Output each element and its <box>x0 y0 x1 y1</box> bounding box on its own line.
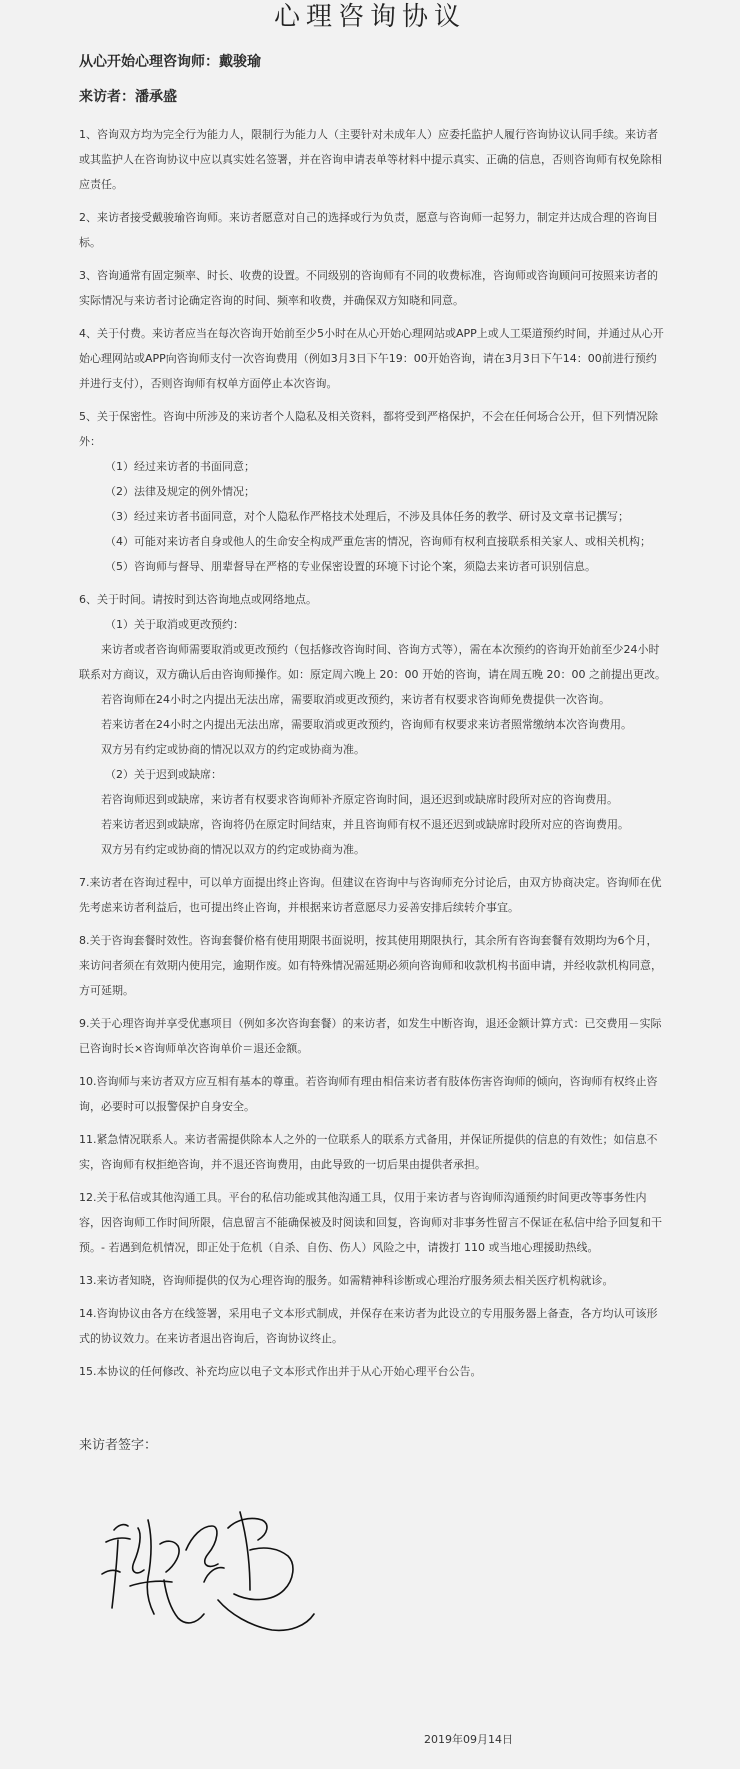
clause-paragraph: 来访者或者咨询师需要取消或更改预约（包括修改咨询时间、咨询方式等），需在本次预约的咨询开始前至少24小时联系对方商议，双方确认后由咨询师操作。如：原定周六晚上 20：00 开始的咨询，请在周五晚 20：00 之前提出更改。 <box>79 643 666 681</box>
clause-text: 10.咨询师与来访者双方应互相有基本的尊重。若咨询师有理由相信来访者有肢体伤害咨询师的倾向，咨询师有权终止咨询，必要时可以报警保护自身安全。 <box>79 1075 658 1113</box>
clause-text: 12.关于私信或其他沟通工具。平台的私信功能或其他沟通工具，仅用于来访者与咨询师沟通预约时间更改等事务性内容，因咨询师工作时间所限，信息留言不能确保被及时阅读和回复，咨询师对非事务性留言不保证在私信中给予回复和干预。- 若遇到危机情况，即正处于危机（自杀、自伤、伤人）风险之中，请拨打 110 或当地心理援助热线。 <box>79 1191 662 1254</box>
clause-subheading: （1）关于取消或更改预约： <box>105 618 244 631</box>
clause <box>79 928 667 1003</box>
clause <box>79 1069 667 1119</box>
clause-paragraph: 若咨询师迟到或缺席，来访者有权要求咨询师补齐原定咨询时间，退还迟到或缺席时段所对应的咨询费用。 <box>101 793 618 806</box>
clause-sub-item: （2）法律及规定的例外情况； <box>105 485 255 498</box>
clause-text: 2、来访者接受戴骏瑜咨询师。来访者愿意对自己的选择或行为负责，愿意与咨询师一起努力，制定并达成合理的咨询目标。 <box>79 211 658 249</box>
clause <box>79 122 667 197</box>
clause <box>79 1301 667 1351</box>
clause-paragraph: 双方另有约定或协商的情况以双方的约定或协商为准。 <box>101 743 365 756</box>
signature-label: 来访者签字： <box>79 1438 158 1453</box>
clause-paragraph: 若来访者迟到或缺席，咨询将仍在原定时间结束，并且咨询师有权不退还迟到或缺席时段所对应的咨询费用。 <box>101 818 629 831</box>
clause <box>79 321 667 396</box>
clause-text: 13.来访者知晓，咨询师提供的仅为心理咨询的服务。如需精神科诊断或心理治疗服务须去相关医疗机构就诊。 <box>79 1274 614 1287</box>
clause-paragraph: 若来访者在24小时之内提出无法出席，需要取消或更改预约，咨询师有权要求来访者照常缴纳本次咨询费用。 <box>101 718 632 731</box>
clause-text: 8.关于咨询套餐时效性。咨询套餐价格有使用期限书面说明，按其使用期限执行，其余所有咨询套餐有效期均为6个月，来访问者须在有效期内使用完，逾期作废。如有特殊情况需延期必须向咨询师和收款机构书面申请，并经收款机构同意，方可延期。 <box>79 934 662 997</box>
clause <box>79 404 667 579</box>
clause-text: 9.关于心理咨询并享受优惠项目（例如多次咨询套餐）的来访者，如发生中断咨询，退还金额计算方式：已交费用－实际已咨询时长×咨询师单次咨询单价＝退还金额。 <box>79 1017 662 1055</box>
clause <box>79 1359 667 1384</box>
document-title: 心理咨询协议 <box>273 2 466 32</box>
clause-sub-item: （1）经过来访者的书面同意； <box>105 460 255 473</box>
clause-paragraph: 若咨询师在24小时之内提出无法出席，需要取消或更改预约，来访者有权要求咨询师免费提供一次咨询。 <box>101 693 610 706</box>
clause-sub-item: （5）咨询师与督导、朋辈督导在严格的专业保密设置的环境下讨论个案，须隐去来访者可识别信息。 <box>105 560 596 573</box>
clause <box>79 1127 667 1177</box>
clause-text: 1、咨询双方均为完全行为能力人，限制行为能力人（主要针对未成年人）应委托监护人履行咨询协议认同手续。来访者或其监护人在咨询协议中应以真实姓名签署，并在咨询申请表单等材料中提示真实、正确的信息，否则咨询师有权免除相应责任。 <box>79 128 662 191</box>
clause-text: 6、关于时间。请按时到达咨询地点或网络地点。 <box>79 593 317 606</box>
clause <box>79 587 667 862</box>
counselor-line: 从心开始心理咨询师：戴骏瑜 <box>79 54 261 70</box>
clause <box>79 263 667 313</box>
handwritten-signature <box>100 1490 330 1640</box>
clause-text: 4、关于付费。来访者应当在每次咨询开始前至少5小时在从心开始心理网站或APP上或人工渠道预约时间，并通过从心开始心理网站或APP向咨询师支付一次咨询费用（例如3月3日下午19：00开始咨询，请在3月3日下午14：00前进行预约并进行支付），否则咨询师有权单方面停止本次咨询。 <box>79 327 664 390</box>
clause-text: 14.咨询协议由各方在线签署，采用电子文本形式制成，并保存在来访者为此设立的专用服务器上备查，各方均认可该形式的协议效力。在来访者退出咨询后，咨询协议终止。 <box>79 1307 658 1345</box>
clause-text: 15.本协议的任何修改、补充均应以电子文本形式作出并于从心开始心理平台公告。 <box>79 1365 482 1378</box>
clause-sub-item: （3）经过来访者书面同意，对个人隐私作严格技术处理后，不涉及具体任务的教学、研讨及文章书记撰写； <box>105 510 629 523</box>
clause <box>79 205 667 255</box>
clause-subheading: （2）关于迟到或缺席： <box>105 768 222 781</box>
clause <box>79 1185 667 1260</box>
clause-text: 11.紧急情况联系人。来访者需提供除本人之外的一位联系人的联系方式备用，并保证所提供的信息的有效性；如信息不实，咨询师有权拒绝咨询，并不退还咨询费用，由此导致的一切后果由提供者承担。 <box>79 1133 658 1171</box>
clause-text: 3、咨询通常有固定频率、时长、收费的设置。不同级别的咨询师有不同的收费标准，咨询师或咨询顾问可按照来访者的实际情况与来访者讨论确定咨询的时间、频率和收费，并确保双方知晓和同意。 <box>79 269 658 307</box>
signing-date: 2019年09月14日 <box>424 1733 513 1746</box>
clause <box>79 1011 667 1061</box>
visitor-line: 来访者：潘承盛 <box>79 89 177 105</box>
clause-sub-item: （4）可能对来访者自身或他人的生命安全构成严重危害的情况，咨询师有权利直接联系相关家人、或相关机构； <box>105 535 651 548</box>
clause-text: 5、关于保密性。咨询中所涉及的来访者个人隐私及相关资料，都将受到严格保护，不会在任何场合公开，但下列情况除外： <box>79 410 658 448</box>
clause-list <box>79 122 667 1392</box>
clause <box>79 1268 667 1293</box>
clause-text: 7.来访者在咨询过程中，可以单方面提出终止咨询。但建议在咨询中与咨询师充分讨论后，由双方协商决定。咨询师在优先考虑来访者利益后，也可提出终止咨询，并根据来访者意愿尽力妥善安排后续转介事宜。 <box>79 876 662 914</box>
clause-paragraph: 双方另有约定或协商的情况以双方的约定或协商为准。 <box>101 843 365 856</box>
clause <box>79 870 667 920</box>
